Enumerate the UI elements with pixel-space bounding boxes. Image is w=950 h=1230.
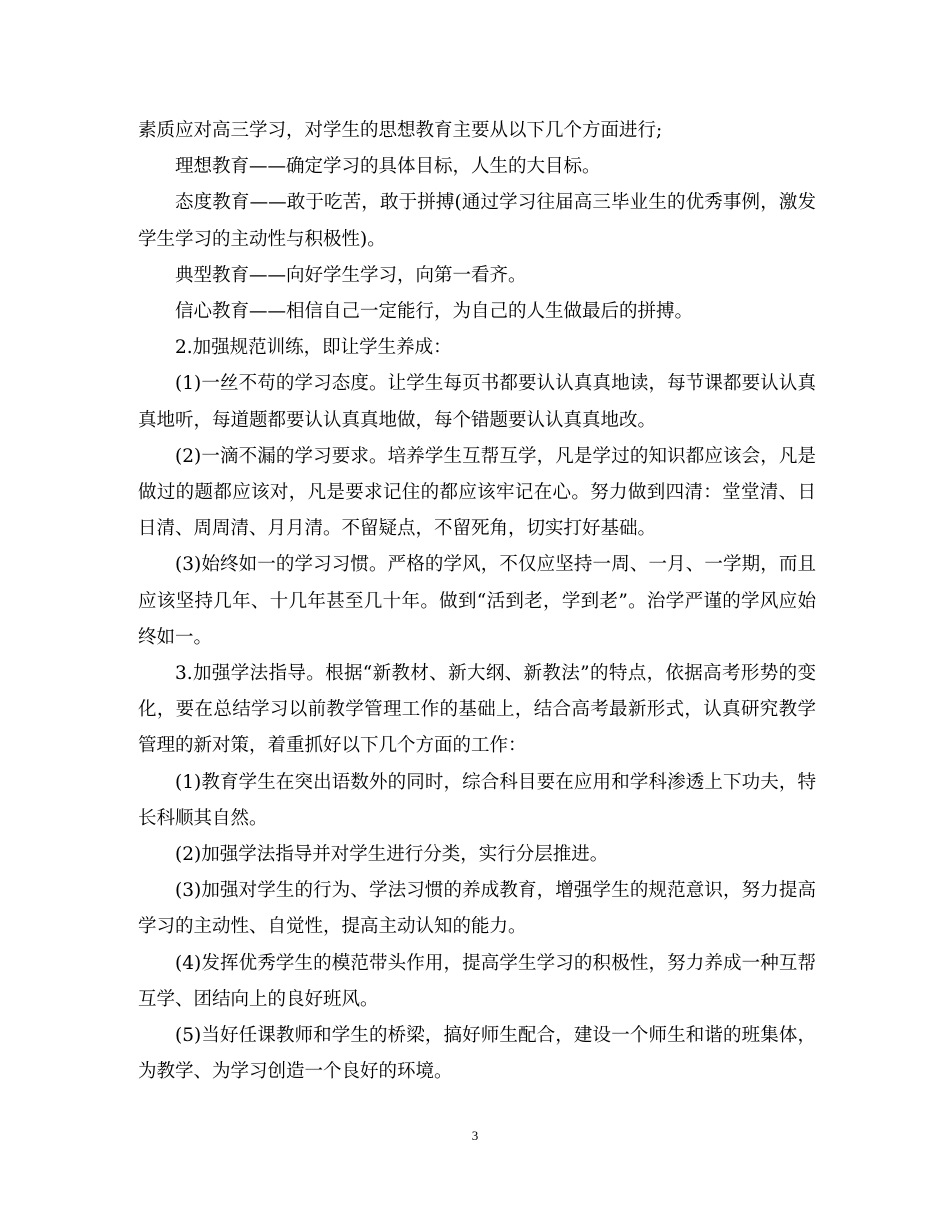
paragraph: (3)加强对学生的行为、学法习惯的养成教育，增强学生的规范意识，努力提高学习的主动性、自觉性，提高主动认知的能力。 <box>138 880 816 938</box>
paragraph: 素质应对高三学习，对学生的思想教育主要从以下几个方面进行; <box>138 120 663 141</box>
paragraph: (5)当好任课教师和学生的桥梁，搞好师生配合，建设一个师生和谐的班集体，为教学、为学习创造一个良好的环境。 <box>138 1025 816 1083</box>
page-number: 3 <box>471 1128 479 1143</box>
paragraph: 典型教育——向好学生学习，向第一看齐。 <box>175 264 527 286</box>
section-heading: 3.加强学法指导。根据“新教材、新大纲、新教法”的特点，依据高考形势的变化，要在总结学习以前教学管理工作的基础上，结合高考最新形式，认真研究教学管理的新对策，着重抓好以下几个方面的工作： <box>138 663 816 757</box>
paragraph: 态度教育——敢于吃苦，敢于拼搏(通过学习往届高三毕业生的优秀事例，激发学生学习的主动性与积极性)。 <box>138 192 816 250</box>
document-body <box>138 113 816 1090</box>
paragraph: (2)加强学法指导并对学生进行分类，实行分层推进。 <box>175 844 609 866</box>
paragraph: (2)一滴不漏的学习要求。培养学生互帮互学，凡是学过的知识都应该会，凡是做过的题都应该对，凡是要求记住的都应该牢记在心。努力做到四清：堂堂清、日日清、周周清、月月清。不留疑点，不留死角，切实打好基础。 <box>138 445 816 540</box>
section-heading: 2.加强规范训练，即让学生养成： <box>175 337 452 359</box>
paragraph: (4)发挥优秀学生的模范带头作用，提高学生学习的积极性，努力养成一种互帮互学、团结向上的良好班风。 <box>138 952 816 1010</box>
paragraph: (3)始终如一的学习习惯。严格的学风，不仅应坚持一周、一月、一学期，而且应该坚持几年、十几年甚至几十年。做到“活到老，学到老”。治学严谨的学风应始终如一。 <box>138 554 816 648</box>
paragraph: (1)一丝不苟的学习态度。让学生每页书都要认认真真地读，每节课都要认认真真地听，每道题都要认认真真地做，每个错题要认认真真地改。 <box>138 373 816 431</box>
paragraph: (1)教育学生在突出语数外的同时，综合科目要在应用和学科渗透上下功夫，特长科顺其自然。 <box>138 771 816 829</box>
paragraph: 信心教育——相信自己一定能行，为自己的人生做最后的拼搏。 <box>175 301 694 323</box>
paragraph: 理想教育——确定学习的具体目标，人生的大目标。 <box>175 156 601 178</box>
